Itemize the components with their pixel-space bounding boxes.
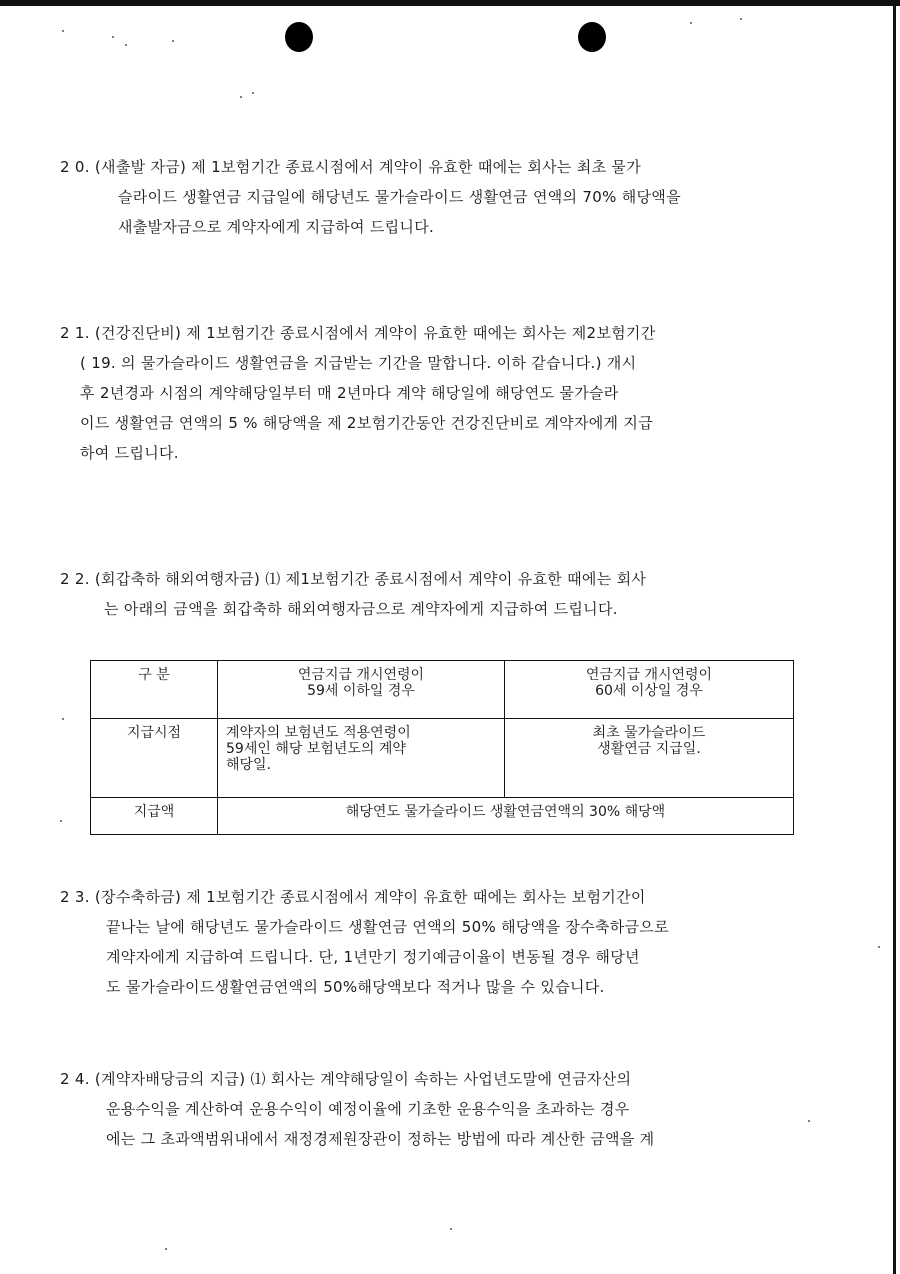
scan-top-edge [0, 0, 900, 6]
clause-line: 2 0. (새출발 자금) 제 1보험기간 종료시점에서 계약이 유효한 때에는 회사는 최초 물가 [60, 158, 642, 176]
clause-23 [60, 882, 830, 1002]
scan-speck [165, 1248, 167, 1250]
clause-line: 이드 생활연금 연액의 5 % 해당액을 제 2보험기간동안 건강진단비로 계약자에게 지급 [80, 414, 653, 432]
table-header-col1: 연금지급 개시연령이 59세 이하일 경우 [218, 661, 505, 719]
scan-speck [740, 18, 742, 20]
clause-24 [60, 1064, 830, 1154]
clause-line: 도 물가슬라이드생활연금연액의 50%해당액보다 적거나 많을 수 있습니다. [106, 978, 605, 996]
clause-line: 후 2년경과 시점의 계약해당일부터 매 2년마다 계약 해당일에 해당연도 물가슬라 [80, 384, 619, 402]
table-cell: 계약자의 보험년도 적용연령이 59세인 해당 보험년도의 계약 해당일. [218, 719, 505, 798]
punch-hole-right [578, 22, 606, 52]
scan-speck [62, 718, 64, 720]
clause-line: 슬라이드 생활연금 지급일에 해당년도 물가슬라이드 생활연금 연액의 70% 해당액을 [118, 188, 681, 206]
clause-line: 계약자에게 지급하여 드립니다. 단, 1년만기 정기예금이율이 변동될 경우 해당년 [106, 948, 640, 966]
scan-speck [62, 30, 64, 32]
clause-line: 에는 그 초과액범위내에서 재정경제원장관이 정하는 방법에 따라 계산한 금액을 계 [106, 1130, 655, 1148]
table-row [91, 661, 794, 719]
clause-line: 하여 드립니다. [80, 444, 179, 462]
scan-speck [125, 44, 127, 46]
clause-line: 는 아래의 금액을 회갑축하 해외여행자금으로 계약자에게 지급하여 드립니다. [104, 600, 618, 618]
clause-line: 2 3. (장수축하금) 제 1보험기간 종료시점에서 계약이 유효한 때에는 회사는 보험기간이 [60, 888, 646, 906]
clause-line: 2 2. (회갑축하 해외여행자금) ⑴ 제1보험기간 종료시점에서 계약이 유효한 때에는 회사 [60, 570, 647, 588]
benefit-table [90, 660, 794, 835]
clause-line: 2 4. (계약자배당금의 지급) ⑴ 회사는 계약해당일이 속하는 사업년도말에 연금자산의 [60, 1070, 632, 1088]
scan-speck [690, 22, 692, 24]
punch-hole-left [285, 22, 313, 52]
clause-22 [60, 564, 830, 624]
clause-line: 끝나는 날에 해당년도 물가슬라이드 생활연금 연액의 50% 해당액을 장수축하금으로 [106, 918, 669, 936]
table-row [91, 719, 794, 798]
table-cell: 해당연도 물가슬라이드 생활연금연액의 30% 해당액 [218, 797, 794, 834]
table-row [91, 797, 794, 834]
scan-speck [172, 40, 174, 42]
clause-line: 2 1. (건강진단비) 제 1보험기간 종료시점에서 계약이 유효한 때에는 회사는 제2보험기간 [60, 324, 656, 342]
table-row-label-timing: 지급시점 [91, 719, 218, 798]
table-header-label: 구 분 [91, 661, 218, 719]
table-cell: 최초 물가슬라이드 생활연금 지급일. [505, 719, 794, 798]
scan-speck [112, 36, 114, 38]
table-header-col2: 연금지급 개시연령이 60세 이상일 경우 [505, 661, 794, 719]
clause-line: 운용수익을 계산하여 운용수익이 예정이율에 기초한 운용수익을 초과하는 경우 [106, 1100, 630, 1118]
scan-right-edge [893, 0, 896, 1274]
clause-21 [60, 318, 830, 468]
scan-speck [60, 820, 62, 822]
scan-speck [450, 1228, 452, 1230]
scan-speck [240, 96, 242, 98]
clause-line: ( 19. 의 물가슬라이드 생활연금을 지급받는 기간을 말합니다. 이하 같습니다.) 개시 [80, 354, 637, 372]
clause-line: 새출발자금으로 계약자에게 지급하여 드립니다. [118, 218, 435, 236]
scan-speck [878, 946, 880, 948]
scan-speck [252, 92, 254, 94]
table-row-label-amount: 지급액 [91, 797, 218, 834]
clause-20 [60, 152, 830, 242]
